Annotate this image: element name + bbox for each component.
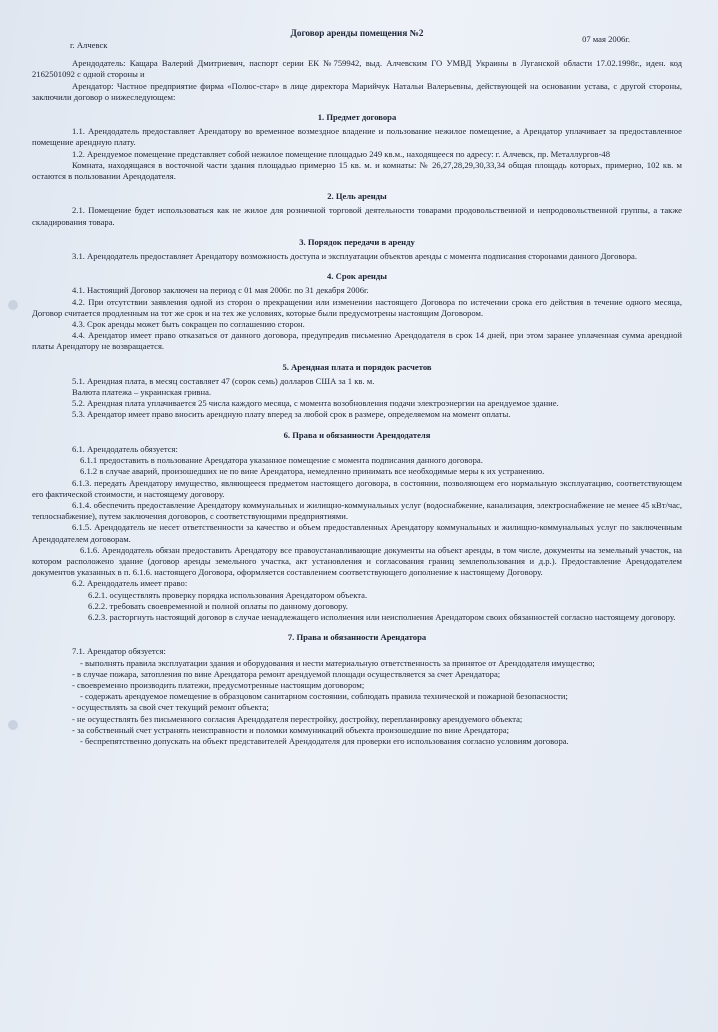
- city-date-line: [32, 34, 682, 58]
- document-page: [32, 28, 682, 747]
- clause-6-2-3: 6.2.3. расторгнуть настоящий договор в случае ненадлежащего исполнения или неисполнения Арендатором своих обязанностей согласно настоящему договору.: [88, 611, 676, 622]
- clause-2-1: 2.1. Помещение будет использоваться как не жилое для розничной торговой деятельности товарами продовольственной и непродовольственной группы, а также складирования товара.: [32, 205, 682, 227]
- contract-date: 07 мая 2006г.: [582, 34, 630, 45]
- section-title-4: 4. Срок аренды: [327, 271, 387, 282]
- clause-4-4: 4.4. Арендатор имеет право отказаться от данного договора, предупредив письменно Арендодателя в срок 14 дней, при этом заранее уплаченная сумма арендной платы Арендатору не возвращается.: [32, 330, 682, 352]
- section-title-6: 6. Права и обязанности Арендодателя: [283, 429, 431, 440]
- clause-7-1-item: - содержать арендуемое помещение в образцовом санитарном состоянии, соблюдать правила технической и пожарной безопасности;: [80, 691, 568, 702]
- clause-6-1-4: 6.1.4. обеспечить предоставление Арендатору коммунальных и жилищно-коммунальных услуг (водоснабжение, канализация, электроснабжение не менее 45 кВт/час, теплоснабжение), путем заключения договоров, с соответствующими предприятиями.: [32, 499, 682, 522]
- clause-7-1: 7.1. Арендатор обязуется:: [72, 646, 166, 657]
- clause-1-2-rooms: Комната, находящаяся в восточной части здания площадью примерно 15 кв. м. и комнаты: № 26,27,28,29,30,33,34 общая площадь которых, примерно, 102 кв. м остаются в пользовании Арендодателя.: [32, 159, 682, 182]
- clause-3-1: 3.1. Арендодатель предоставляет Арендатору возможность доступа и эксплуатации объектов аренды с момента подписания сторонами данного Договора.: [72, 251, 637, 262]
- clause-6-2-2: 6.2.2. требовать своевременной и полной оплаты по данному договору.: [88, 600, 348, 611]
- clause-5-1: 5.1. Арендная плата, в месяц составляет 47 (сорок семь) долларов США за 1 кв. м.: [72, 375, 375, 386]
- document-title: Договор аренды помещения №2: [290, 28, 424, 38]
- section-title-7: 7. Права и обязанности Арендатора: [287, 632, 427, 643]
- clause-7-1-item: - за собственный счет устранять неисправности и поломки коммуникаций объекта произошедшие по вине Арендатора;: [72, 724, 509, 735]
- section-title-3: 3. Порядок передачи в аренду: [299, 236, 415, 247]
- clause-7-1-item: - выполнять правила эксплуатации здания и оборудования и нести материальную ответственность за принятое от Арендодателя имущество;: [80, 657, 595, 668]
- intro-landlord: Арендодатель: Кащара Валерий Дмитриевич, паспорт серии ЕК №759942, выд. Алчевским ГО УМВД Украины в Луганской области 17.02.1998г., иден. код 2162501092 с одной стороны и: [32, 58, 682, 80]
- clause-7-1-item: - не осуществлять без письменного согласия Арендодателя перестройку, достройку, перепланировку арендуемого объекта;: [72, 713, 523, 724]
- clause-7-1-item: - беспрепятственно допускать на объект представителей Арендодателя для проверки его использования согласно условиям договора.: [80, 735, 569, 746]
- section-title-5: 5. Арендная плата и порядок расчетов: [282, 361, 432, 372]
- clause-6-1-6: 6.1.6. Арендодатель обязан предоставить Арендатору все правоустанавливающие документы на объект аренды, в том числе, документы на земельный участок, на котором расположено здание (договор аренды земельного участка, акт установления и согласования границ землепользования и д.р.). Предоставление Арендодателем документов указанных в п. 6.1.6. настоящего Договора, оформляется составлением соответствующего дополнение к настоящему Договору.: [32, 544, 682, 578]
- clause-6-2-1: 6.2.1. осуществлять проверку порядка использования Арендатором объекта.: [88, 589, 368, 600]
- clause-6-1-2: 6.1.2 в случае аварий, произошедших не по вине Арендатора, немедленно принимать все необходимые меры к их устранению.: [80, 466, 545, 477]
- punch-hole: [8, 720, 18, 730]
- punch-hole: [8, 300, 18, 310]
- section-title-1: 1. Предмет договора: [317, 112, 397, 123]
- clause-7-1-item: - своевременно производить платежи, предусмотренные настоящим договором;: [72, 679, 365, 690]
- clause-6-2: 6.2. Арендодатель имеет право:: [72, 578, 188, 589]
- clause-6-1-3: 6.1.3. передать Арендатору имущество, являющееся предметом настоящего договора, в состоянии, позволяющем его нормальную эксплуатацию, соответствующем его фактической стоимости, и настоящему договору.: [32, 477, 682, 499]
- clause-7-1-item: - в случае пожара, затопления по вине Арендатора ремонт арендуемой площади осуществляется за счет Арендатора;: [72, 668, 501, 679]
- clause-5-3: 5.3. Арендатор имеет право вносить арендную плату вперед за любой срок в размере, определяемом на момент оплаты.: [72, 409, 511, 420]
- clause-4-2: 4.2. При отсутствии заявления одной из сторон о прекращении или изменении настоящего Договора по истечении срока его действия в течение одного месяца, Договор считается продленным на тот же срок и на тех же условиях, которые были предусмотрены настоящим Договором.: [32, 296, 682, 318]
- section-title-2: 2. Цель аренды: [327, 191, 387, 202]
- clause-6-1-5: 6.1.5. Арендодатель не несет ответственности за качество и объем предоставленных Арендатору коммунальных и жилищно-коммунальных услуг по заключенным Арендодателем договорам.: [32, 522, 682, 544]
- clause-6-1-1: 6.1.1 предоставить в пользование Арендатора указанное помещение с момента подписания данного договора.: [80, 455, 483, 466]
- clause-1-1: 1.1. Арендодатель предоставляет Арендатору во временное возмездное владение и пользование нежилое помещение, а Арендатор уплачивает за предоставленное помещение арендную плату.: [32, 126, 682, 148]
- clause-6-1: 6.1. Арендодатель обязуется:: [72, 443, 178, 454]
- clause-4-3: 4.3. Срок аренды может быть сокращен по соглашению сторон.: [72, 319, 305, 330]
- city: г. Алчевск: [70, 40, 108, 51]
- intro-tenant: Арендатор: Частное предприятие фирма «Полюс-стар» в лице директора Марийчук Натальи Валерьевны, действующей на основании устава, с другой стороны, заключили договор о нижеследующем:: [32, 80, 682, 102]
- clause-5-1-currency: Валюта платежа – украинская гривна.: [72, 387, 212, 398]
- clause-4-1: 4.1. Настоящий Договор заключен на период с 01 мая 2006г. по 31 декабря 2006г.: [72, 285, 369, 296]
- clause-7-1-item: - осуществлять за свой счет текущий ремонт объекта;: [72, 702, 269, 713]
- clause-1-2: 1.2. Арендуемое помещение представляет собой нежилое помещение площадью 249 кв.м., находящееся по адресу: г. Алчевск, пр. Металлургов-48: [72, 148, 611, 159]
- clause-5-2: 5.2. Арендная плата уплачивается 25 числа каждого месяца, с момента возобновления подачи электроэнергии на арендуемое здание.: [72, 398, 559, 409]
